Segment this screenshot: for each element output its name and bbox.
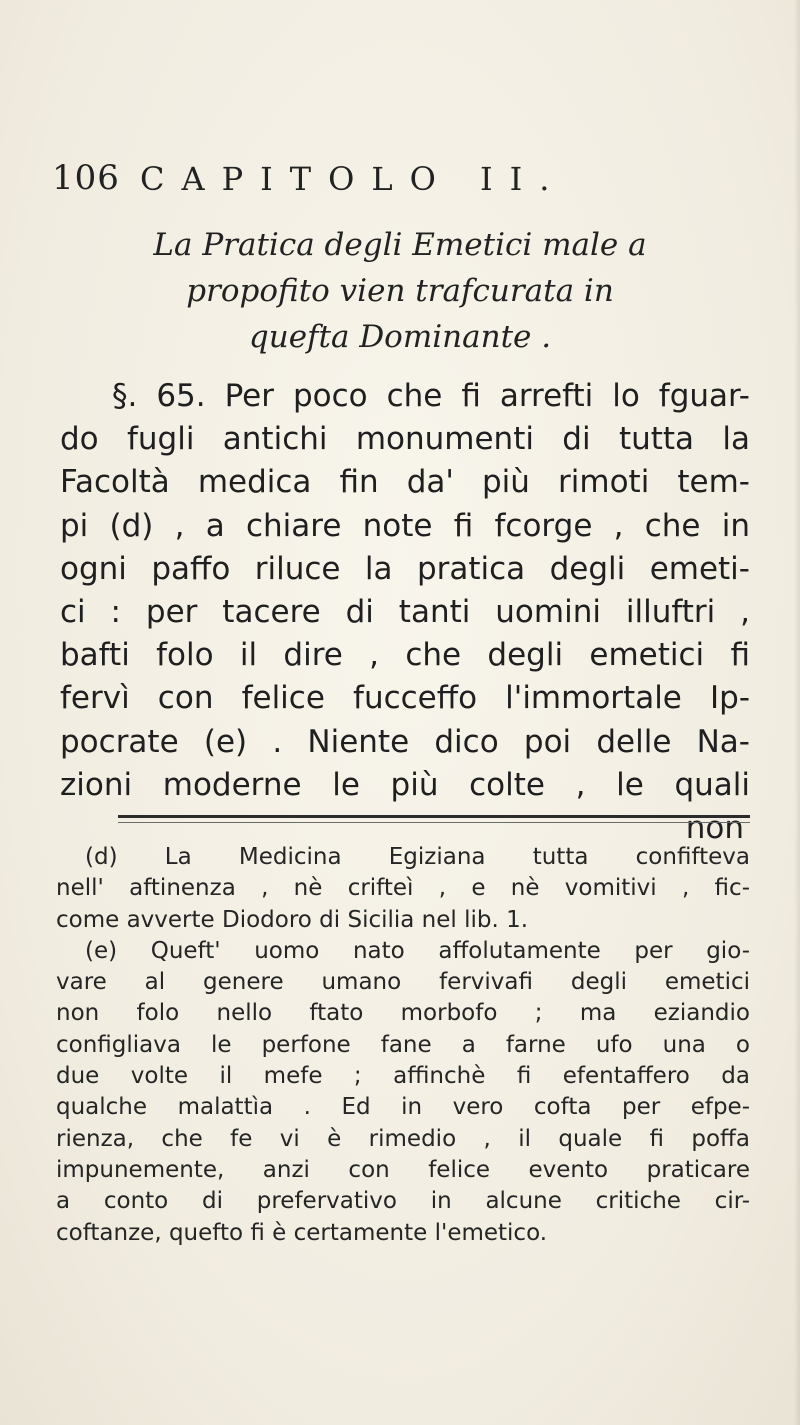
footnote-e-line: a conto di prefervativo in alcune critiche cir-	[56, 1188, 750, 1215]
chapter-title: CAPITOLO II.	[140, 160, 567, 198]
footnote-e-line: non folo nello ftato morbofo ; ma eziandio	[56, 1000, 750, 1027]
footnote-d-line: nell' aftinenza , nè crifteì , e nè vomitivi , fic-	[56, 875, 750, 902]
page-number: 106	[52, 158, 120, 198]
footnote-e-line: configliava le perfone fane a farne ufo una o	[56, 1031, 750, 1058]
running-head	[52, 158, 752, 198]
body-line: §. 65. Per poco che fi arrefti lo fguar-	[112, 378, 750, 414]
footnote-d-line: come avverte Diodoro di Sicilia nel lib. 1.	[56, 906, 529, 933]
footnote-e-line: qualche malattìa . Ed in vero cofta per efpe-	[56, 1094, 750, 1121]
heading-line: propofito vien trafcurata in	[186, 273, 614, 309]
footnote-e-line: vare al genere umano fervivafi degli emetici	[56, 969, 750, 996]
body-line: zioni moderne le più colte , le quali	[60, 766, 750, 803]
body-line: Facoltà medica fin da' più rimoti tem-	[60, 464, 750, 501]
page-edge-shadow	[794, 0, 800, 1425]
body-line: ci : per tacere di tanti uomini illuftri ,	[60, 593, 750, 630]
body-line: pocrate (e) . Niente dico poi delle Na-	[60, 723, 750, 760]
body-line: fervì con felice fucceffo l'immortale Ip-	[60, 680, 750, 717]
catchword: non	[685, 809, 744, 846]
body-line: pi (d) , a chiare note fi fcorge , che in	[60, 507, 750, 544]
footnote-d-line: (d) La Medicina Egiziana tutta confifteva	[85, 844, 750, 870]
body-line: ogni paffo riluce la pratica degli emeti-	[60, 550, 750, 587]
section-heading	[0, 222, 800, 360]
footnote-rule	[118, 815, 750, 823]
heading-line: quefta Dominante .	[248, 319, 552, 355]
body-line: bafti folo il dire , che degli emetici fi	[60, 637, 750, 674]
footnote-e-line: rienza, che fe vi è rimedio , il quale fi poffa	[56, 1125, 750, 1152]
footnote-e-line: coftanze, quefto fi è certamente l'emetico.	[56, 1219, 548, 1246]
body-paragraph	[60, 375, 750, 850]
footnote-e-line: due volte il mefe ; affinchè fi efentaffero da	[56, 1063, 750, 1090]
footnote-e-line: impunemente, anzi con felice evento praticare	[56, 1156, 750, 1183]
footnotes	[56, 842, 750, 1249]
footnote-e-line: (e) Queft' uomo nato affolutamente per gio-	[85, 937, 750, 964]
body-line: do fugli antichi monumenti di tutta la	[60, 421, 750, 458]
heading-line: La Pratica degli Emetici male a	[153, 227, 647, 263]
